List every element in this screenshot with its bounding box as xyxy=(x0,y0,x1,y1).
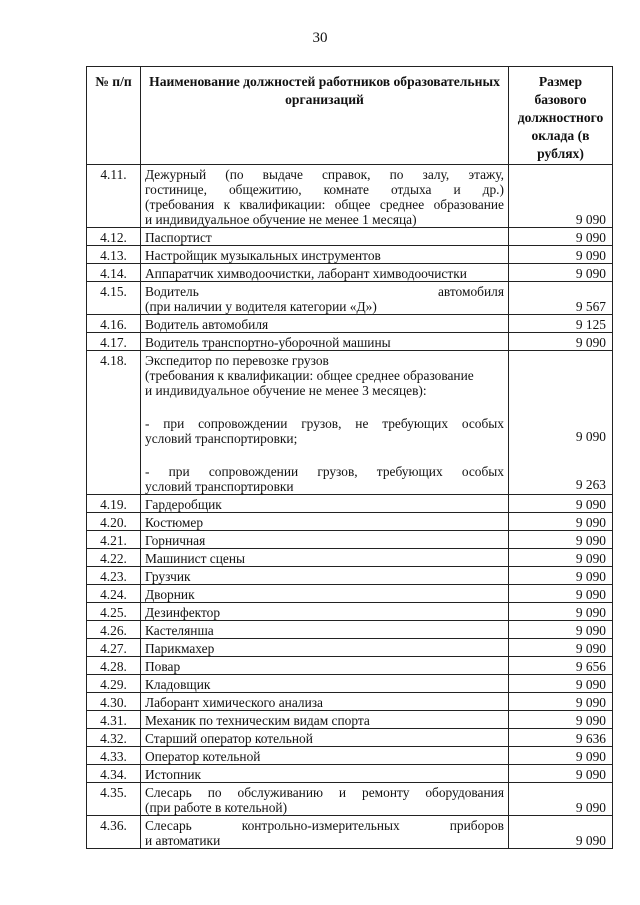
row-number: 4.20. xyxy=(87,513,141,531)
position-name-line: Истопник xyxy=(145,767,201,782)
position-name-line: (при наличии у водителя категории «Д») xyxy=(145,299,377,314)
salary-value: 9 090 xyxy=(509,585,613,603)
salary-value: 9 090 xyxy=(509,567,613,585)
row-number: 4.34. xyxy=(87,765,141,783)
position-name-line: Оператор котельной xyxy=(145,749,261,764)
position-name-line: (при работе в котельной) xyxy=(145,800,288,815)
position-name-line: и автоматики xyxy=(145,833,221,848)
position-name-line: и индивидуальное обучение не менее 1 месяца) xyxy=(145,212,417,227)
position-name xyxy=(141,603,509,621)
row-number: 4.30. xyxy=(87,693,141,711)
row-number: 4.19. xyxy=(87,495,141,513)
salary-value: 9 090 xyxy=(509,531,613,549)
table-body-row-418 xyxy=(87,351,613,495)
salary-value: 9 125 xyxy=(509,315,613,333)
salary-value: 9 090 xyxy=(509,495,613,513)
row-418-sub1-line: - при сопровождении грузов, не требующих особых xyxy=(145,416,504,431)
position-name-line: Механик по техническим видам спорта xyxy=(145,713,370,728)
header-salary: Размер базового должностного оклада (в рублях) xyxy=(509,67,613,165)
row-number: 4.23. xyxy=(87,567,141,585)
salary-value: 9 090 xyxy=(509,621,613,639)
position-name-line: Гардеробщик xyxy=(145,497,222,512)
row-number: 4.13. xyxy=(87,246,141,264)
table-row xyxy=(87,693,613,711)
table-body-bottom xyxy=(87,495,613,849)
position-name-line: Водитель транспортно-уборочной машины xyxy=(145,335,391,350)
row-number: 4.17. xyxy=(87,333,141,351)
row-number: 4.16. xyxy=(87,315,141,333)
table-row xyxy=(87,603,613,621)
table-row xyxy=(87,765,613,783)
table-row xyxy=(87,675,613,693)
position-name xyxy=(141,282,509,315)
position-name xyxy=(141,711,509,729)
table-row-418 xyxy=(87,351,613,495)
salary-value: 9 090 xyxy=(509,747,613,765)
table-row xyxy=(87,729,613,747)
row-418-intro-line: и индивидуальное обучение не менее 3 месяцев): xyxy=(145,383,427,398)
row-418-intro-line: (требования к квалификации: общее среднее образование xyxy=(145,368,474,383)
position-name xyxy=(141,531,509,549)
position-name xyxy=(141,228,509,246)
row-number: 4.35. xyxy=(87,783,141,816)
table-row xyxy=(87,264,613,282)
salary-value: 9 090 xyxy=(509,264,613,282)
position-name xyxy=(141,729,509,747)
position-name xyxy=(141,264,509,282)
position-name-line: Слесарь контрольно-измерительных приборов xyxy=(145,818,504,833)
row-418-salaries xyxy=(509,351,613,495)
table-row xyxy=(87,549,613,567)
position-name xyxy=(141,747,509,765)
salary-value: 9 090 xyxy=(509,228,613,246)
position-name-line: Аппаратчик химводоочистки, лаборант химводоочистки xyxy=(145,266,467,281)
position-name-line: (требования к квалификации: общее среднее образование xyxy=(145,197,504,212)
header-number: № п/п xyxy=(87,67,141,165)
row-418-intro-line: Экспедитор по перевозке грузов xyxy=(145,353,329,368)
table-row xyxy=(87,246,613,264)
position-name xyxy=(141,783,509,816)
position-name-line: Водитель автомобиля xyxy=(145,284,504,299)
position-name xyxy=(141,657,509,675)
table-body-top xyxy=(87,165,613,351)
position-name-line: Парикмахер xyxy=(145,641,215,656)
position-name-line: Машинист сцены xyxy=(145,551,246,566)
position-name xyxy=(141,513,509,531)
table-row xyxy=(87,282,613,315)
position-name-line: Паспортист xyxy=(145,230,212,245)
row-number: 4.14. xyxy=(87,264,141,282)
position-name xyxy=(141,621,509,639)
row-number: 4.12. xyxy=(87,228,141,246)
table-row xyxy=(87,513,613,531)
row-number: 4.28. xyxy=(87,657,141,675)
row-number: 4.33. xyxy=(87,747,141,765)
salary-table xyxy=(86,66,613,849)
salary-value: 9 656 xyxy=(509,657,613,675)
salary-value: 9 090 xyxy=(509,549,613,567)
salary-value: 9 090 xyxy=(509,513,613,531)
position-name xyxy=(141,816,509,849)
position-name xyxy=(141,495,509,513)
table-row xyxy=(87,816,613,849)
position-name xyxy=(141,675,509,693)
row-number: 4.15. xyxy=(87,282,141,315)
salary-value: 9 567 xyxy=(509,282,613,315)
table-row xyxy=(87,333,613,351)
table-row xyxy=(87,657,613,675)
position-name xyxy=(141,246,509,264)
table-row xyxy=(87,567,613,585)
position-name xyxy=(141,567,509,585)
position-name xyxy=(141,549,509,567)
row-418-sub2-line: - при сопровождении грузов, требующих особых xyxy=(145,464,504,479)
salary-value: 9 090 xyxy=(509,603,613,621)
table-row xyxy=(87,639,613,657)
position-name-line: Дежурный (по выдаче справок, по залу, этажу, xyxy=(145,167,504,182)
position-name xyxy=(141,585,509,603)
row-number: 4.26. xyxy=(87,621,141,639)
salary-value: 9 090 xyxy=(509,711,613,729)
position-name-line: Кладовщик xyxy=(145,677,211,692)
row-418-sub2-salary: 9 263 xyxy=(575,477,606,492)
row-418-description xyxy=(141,351,509,495)
table-row xyxy=(87,495,613,513)
salary-value: 9 090 xyxy=(509,693,613,711)
position-name-line: Повар xyxy=(145,659,181,674)
row-number: 4.31. xyxy=(87,711,141,729)
table-row xyxy=(87,783,613,816)
position-name-line: Кастелянша xyxy=(145,623,214,638)
table-row xyxy=(87,747,613,765)
table-row xyxy=(87,165,613,228)
header-position-name: Наименование должностей работников образовательных организаций xyxy=(141,67,509,165)
table-row xyxy=(87,585,613,603)
row-number: 4.21. xyxy=(87,531,141,549)
position-name xyxy=(141,315,509,333)
position-name-line: Костюмер xyxy=(145,515,204,530)
position-name-line: Грузчик xyxy=(145,569,191,584)
row-number: 4.22. xyxy=(87,549,141,567)
row-number: 4.27. xyxy=(87,639,141,657)
position-name-line: Дезинфектор xyxy=(145,605,221,620)
salary-value: 9 090 xyxy=(509,639,613,657)
salary-value: 9 090 xyxy=(509,783,613,816)
salary-value: 9 090 xyxy=(509,816,613,849)
row-number: 4.11. xyxy=(87,165,141,228)
row-number: 4.29. xyxy=(87,675,141,693)
table-row xyxy=(87,621,613,639)
salary-value: 9 090 xyxy=(509,165,613,228)
position-name-line: Старший оператор котельной xyxy=(145,731,313,746)
position-name xyxy=(141,333,509,351)
page-number: 30 xyxy=(312,30,328,46)
table-row xyxy=(87,531,613,549)
row-418-sub2-line: условий транспортировки xyxy=(145,479,294,494)
table-row xyxy=(87,228,613,246)
row-418-sub1-salary: 9 090 xyxy=(575,429,606,444)
table-row xyxy=(87,315,613,333)
row-number: 4.32. xyxy=(87,729,141,747)
position-name xyxy=(141,639,509,657)
position-name-line: Лаборант химического анализа xyxy=(145,695,323,710)
salary-value: 9 090 xyxy=(509,765,613,783)
row-number: 4.25. xyxy=(87,603,141,621)
row-number: 4.18. xyxy=(87,351,141,495)
position-name xyxy=(141,693,509,711)
salary-value: 9 090 xyxy=(509,333,613,351)
position-name-line: Настройщик музыкальных инструментов xyxy=(145,248,381,263)
salary-value: 9 090 xyxy=(509,675,613,693)
position-name xyxy=(141,765,509,783)
position-name-line: Горничная xyxy=(145,533,206,548)
position-name-line: Дворник xyxy=(145,587,195,602)
row-418-sub1-line: условий транспортировки; xyxy=(145,431,298,446)
row-number: 4.24. xyxy=(87,585,141,603)
position-name-line: гостинице, общежитию, комнате отдыха и др.) xyxy=(145,182,504,197)
row-number: 4.36. xyxy=(87,816,141,849)
salary-value: 9 090 xyxy=(509,246,613,264)
table-row xyxy=(87,711,613,729)
position-name-line: Слесарь по обслуживанию и ремонту оборудования xyxy=(145,785,504,800)
position-name xyxy=(141,165,509,228)
position-name-line: Водитель автомобиля xyxy=(145,317,269,332)
salary-value: 9 636 xyxy=(509,729,613,747)
